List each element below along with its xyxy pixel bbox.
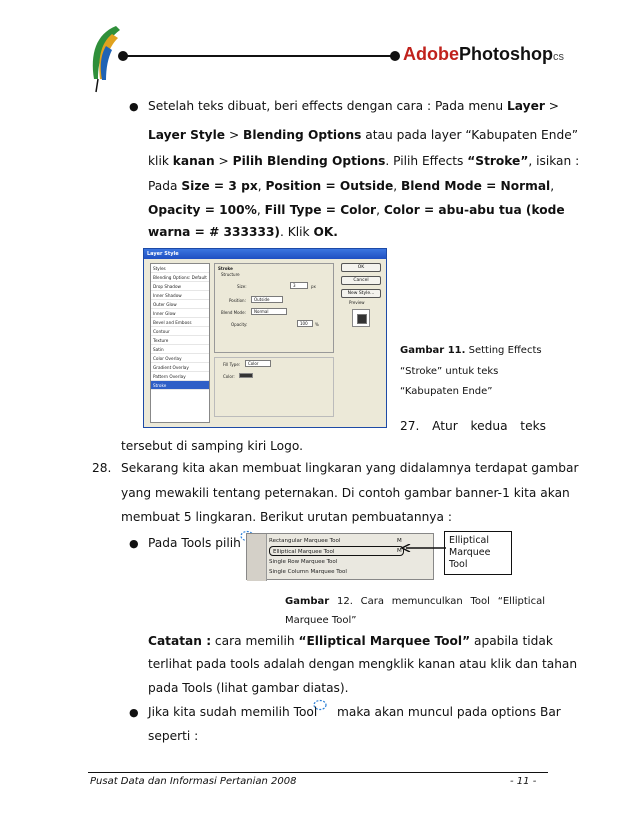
opacity-unit: %: [315, 322, 319, 327]
position-select[interactable]: Outside: [251, 296, 283, 303]
preview-checkbox[interactable]: Preview: [349, 300, 365, 305]
bullet1-line2: Layer Style > Blending Options atau pada layer “Kabupaten Ende”: [148, 128, 579, 142]
caption-12-line1: Gambar 12. Cara memunculkan Tool “Elliptical: [285, 596, 545, 607]
dialog-item[interactable]: Contour: [151, 327, 209, 336]
caption-12-line2: Marquee Tool”: [285, 615, 357, 626]
callout-arrow: [400, 544, 446, 552]
preview-swatch: [352, 309, 370, 327]
caption-11-line1: Gambar 11. Setting Effects: [400, 345, 542, 356]
bullet2-text: Pada Tools pilih: [148, 536, 241, 550]
fill-panel: [214, 357, 334, 417]
page-number: - 11 -: [510, 776, 537, 787]
header-rule: [123, 55, 393, 57]
blend-select[interactable]: Normal: [251, 308, 287, 315]
menu-item-rectangular[interactable]: Rectangular Marquee Tool: [269, 538, 341, 544]
tools-flyout-menu: [246, 533, 434, 580]
footer-rule: [88, 772, 548, 773]
layer-style-dialog: [143, 248, 387, 428]
position-label: Position:: [229, 298, 246, 303]
shortcut-key: M: [397, 538, 402, 544]
stroke-structure-panel: [214, 263, 334, 353]
callout-line: Tool: [449, 559, 468, 570]
dialog-item[interactable]: Styles: [151, 264, 209, 273]
dialog-item[interactable]: Texture: [151, 336, 209, 345]
fill-select[interactable]: Color: [245, 360, 271, 367]
menu-item-single-row[interactable]: Single Row Marquee Tool: [269, 559, 338, 565]
bullet3-text-b: maka akan muncul pada options Bar: [337, 705, 561, 719]
dialog-item[interactable]: Color Overlay: [151, 354, 209, 363]
item28-line2: yang mewakili tentang peternakan. Di contoh gambar banner-1 kita akan: [121, 486, 570, 500]
item27-line2: tersebut di samping kiri Logo.: [121, 439, 303, 453]
panel-subtitle: Structure: [221, 272, 240, 277]
opacity-field[interactable]: 100: [297, 320, 313, 327]
ok-button[interactable]: OK: [341, 263, 381, 272]
cancel-button[interactable]: Cancel: [341, 276, 381, 285]
item28-line1: Sekarang kita akan membuat lingkaran yang didalamnya terdapat gambar: [121, 461, 579, 475]
new-style-button[interactable]: New Style...: [341, 289, 381, 298]
header-dot-right: [390, 51, 400, 61]
caption-11-line3: “Kabupaten Ende”: [400, 386, 493, 397]
menu-item-single-column[interactable]: Single Column Marquee Tool: [269, 569, 347, 575]
dialog-item[interactable]: Satin: [151, 345, 209, 354]
size-unit: px: [311, 284, 316, 289]
dialog-item[interactable]: Bevel and Emboss: [151, 318, 209, 327]
opacity-label: Opacity:: [231, 322, 248, 327]
footer-left: Pusat Data dan Informasi Pertanian 2008: [90, 776, 297, 787]
dialog-item[interactable]: Gradient Overlay: [151, 363, 209, 372]
item28-number: 28.: [92, 461, 112, 475]
bullet-dot: ●: [129, 100, 139, 113]
dialog-item[interactable]: Outer Glow: [151, 300, 209, 309]
dialog-item[interactable]: Pattern Overlay: [151, 372, 209, 381]
catatan-line2: terlihat pada tools adalah dengan mengklik kanan atau klik dan tahan: [148, 657, 578, 671]
color-swatch[interactable]: [239, 373, 253, 378]
dialog-item[interactable]: Inner Shadow: [151, 291, 209, 300]
fill-label: Fill Type:: [223, 362, 241, 367]
blend-label: Blend Mode:: [221, 310, 246, 315]
color-label: Color:: [223, 374, 235, 379]
panel-title: Stroke: [218, 266, 233, 271]
toolbox-column: [247, 534, 267, 581]
dialog-item[interactable]: Inner Glow: [151, 309, 209, 318]
dialog-item-stroke[interactable]: Stroke: [151, 381, 209, 390]
shortcut-key: M: [397, 548, 402, 554]
bullet1-line6: warna = # 333333). Klik OK.: [148, 225, 338, 239]
bullet1-line4: Pada Size = 3 px, Position = Outside, Blend Mode = Normal,: [148, 179, 555, 193]
menu-item-elliptical[interactable]: Elliptical Marquee Tool: [269, 546, 404, 556]
bullet1-line1: Setelah teks dibuat, beri effects dengan cara : Pada menu Layer >: [148, 99, 559, 113]
size-label: Size:: [237, 284, 247, 289]
caption-11-line2: “Stroke” untuk teks: [400, 366, 499, 377]
bullet1-line5: Opacity = 100%, Fill Type = Color, Color = abu-abu tua (kode: [148, 203, 565, 217]
size-field[interactable]: 3: [290, 282, 308, 289]
header-dot-left: [118, 51, 128, 61]
bullet3-line2: seperti :: [148, 729, 199, 743]
elliptical-marquee-icon: [311, 698, 329, 712]
bullet3-text-a: Jika kita sudah memilih Tool: [148, 705, 318, 719]
callout-box: [444, 531, 512, 575]
callout-line: Marquee: [449, 547, 491, 558]
catatan-line1: Catatan : cara memilih “Elliptical Marquee Tool” apabila tidak: [148, 634, 553, 648]
item27-line1: 27. Atur kedua teks: [400, 419, 546, 433]
brand-logo: AdobePhotoshopcs: [403, 44, 564, 64]
catatan-line3: pada Tools (lihat gambar diatas).: [148, 681, 349, 695]
bullet1-line3: klik kanan > Pilih Blending Options. Pilih Effects “Stroke”, isikan :: [148, 154, 580, 168]
dialog-item[interactable]: Blending Options: Default: [151, 273, 209, 282]
dialog-item[interactable]: Drop Shadow: [151, 282, 209, 291]
bullet-dot: ●: [129, 706, 139, 719]
dialog-style-list: [150, 263, 210, 423]
bullet-dot: ●: [129, 537, 139, 550]
dialog-title: Layer Style: [144, 249, 386, 259]
callout-line: Elliptical: [449, 535, 489, 546]
item28-line3: membuat 5 lingkaran. Berikut urutan pembuatannya :: [121, 510, 452, 524]
